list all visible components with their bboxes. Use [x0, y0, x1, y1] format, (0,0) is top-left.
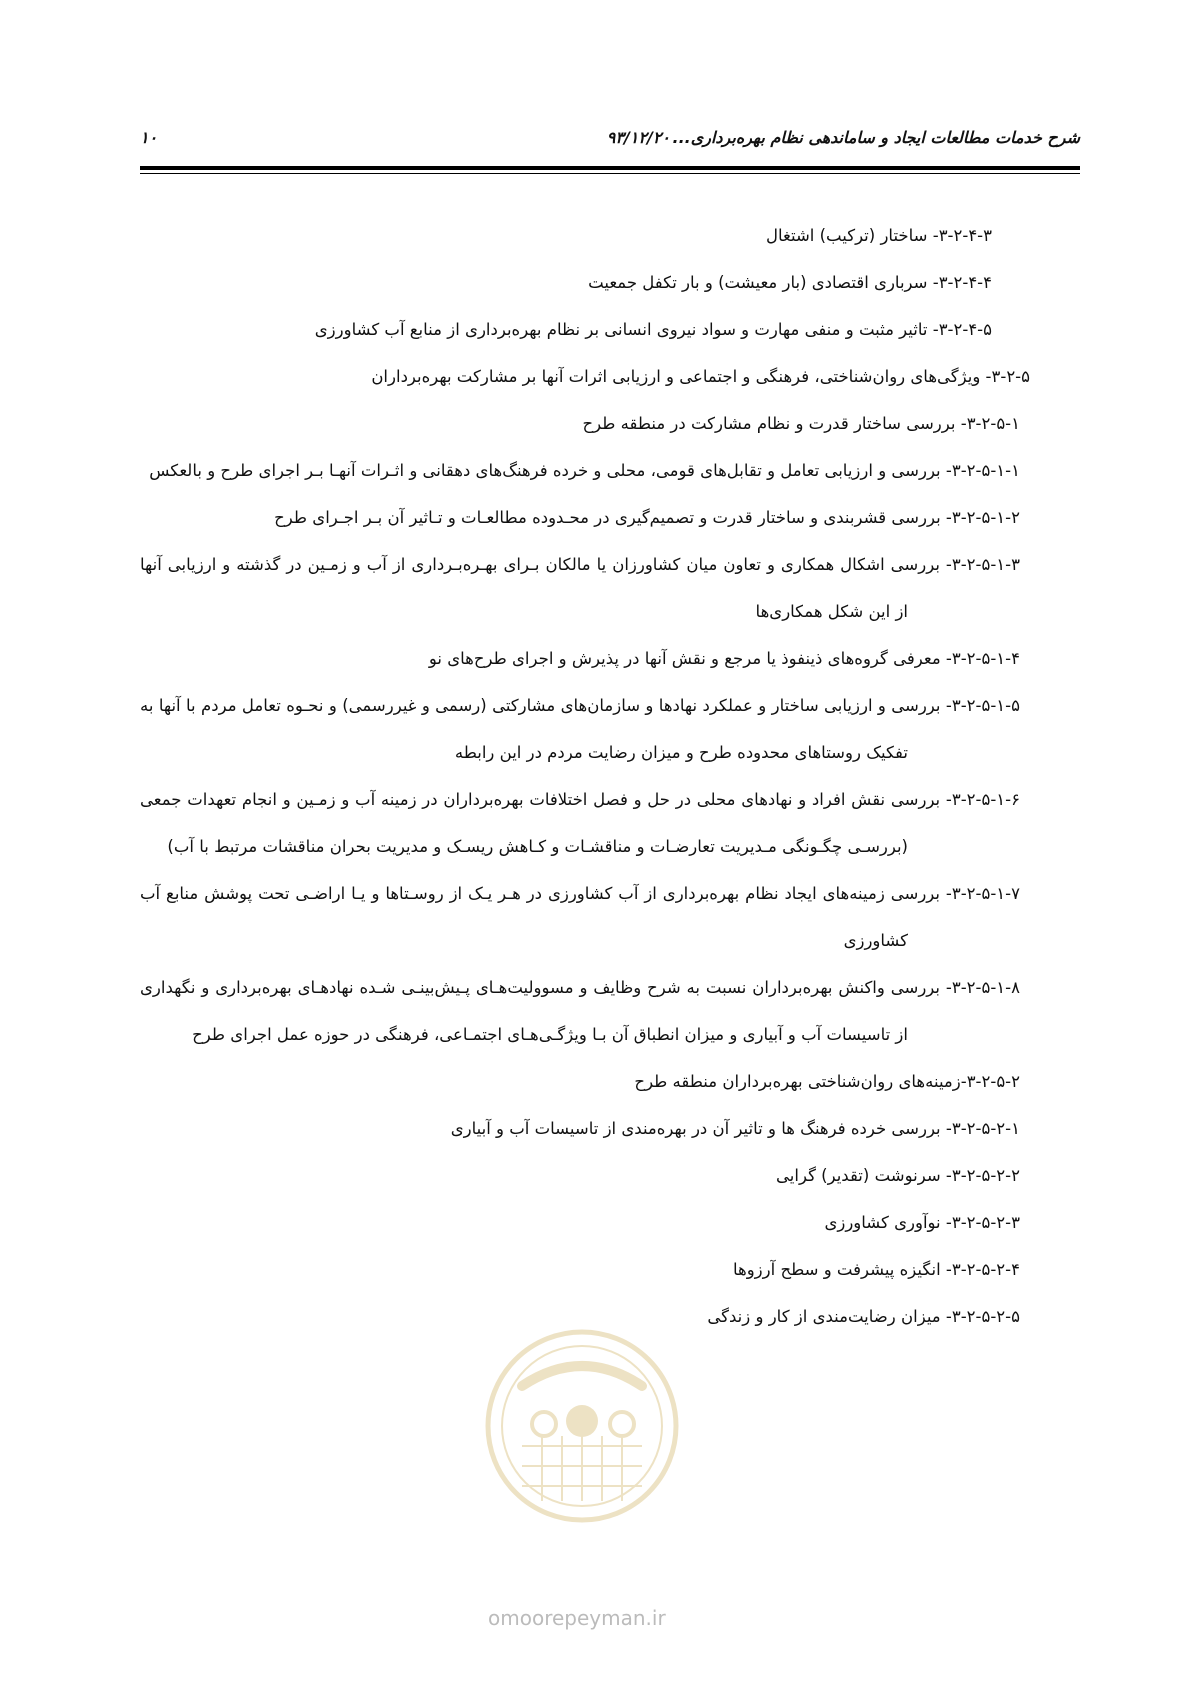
- outline-item: ۳-۲-۴-۴- سرباری اقتصادی (بار معیشت) و بار تکفل جمعیت: [588, 273, 992, 292]
- outline-item: ۳-۲-۵-۱-۶- بررسی نقش افراد و نهادهای محلی در حل و فصل اختلافات بهره‌برداران در زمینه آب و زمـین و انجام تعهدات جمعی (بررسـی چگـونگی مـدیریت تعارضـات و مناقشـات و کـاهش ریسـک و مدیریت بحران مناقشات مرتبط با آب): [140, 790, 1020, 856]
- page-header: [140, 128, 1080, 168]
- seal-watermark: [482, 1326, 682, 1526]
- watermark-url: omoorepeyman.ir: [488, 1606, 666, 1630]
- outline-item: ۳-۲-۵-۱-۵- بررسی و ارزیابی ساختار و عملکرد نهادها و سازمان‌های مشارکتی (رسمی و غیررسمی) و نحـوه تعامل مردم با آنها به تفکیک روستاهای محدوده طرح و میزان رضایت مردم در این رابطه: [140, 696, 1020, 762]
- header-rule-thick: [140, 166, 1080, 170]
- outline-item: ۳-۲-۵-۲-۳- نوآوری کشاورزی: [824, 1213, 1020, 1232]
- outline-item: ۳-۲-۵-۱-۸- بررسی واکنش بهره‌برداران نسبت به شرح وظایف و مسوولیت‌هـای پـیش‌بینـی شـده نهادهـای بهره‌برداری و نگهداری از تاسیسات آب و آبیاری و میزان انطباق آن بـا ویژگـی‌هـای اجتمـاعی، فرهنگی در حوزه عمل اجرای طرح: [140, 978, 1020, 1044]
- outline-item: ۳-۲-۵-۱-۲- بررسی قشربندی و ساختار قدرت و تصمیم‌گیری در محـدوده مطالعـات و تـاثیر آن بـر اجـرای طرح: [274, 508, 1020, 527]
- page-number: ۱۰: [140, 128, 158, 147]
- outline-item: ۳-۲-۵-۲-زمینه‌های روان‌شناختی بهره‌برداران منطقه طرح: [634, 1072, 1020, 1091]
- outline-item: ۳-۲-۵-۲-۲- سرنوشت (تقدیر) گرایی: [776, 1166, 1020, 1185]
- document-title: شرح خدمات مطالعات ایجاد و ساماندهی نظام بهره‌برداری...: [672, 128, 1080, 147]
- document-date: ۹۳/۱۲/۲۰: [606, 128, 670, 147]
- outline-item: ۳-۲-۴-۳- ساختار (ترکیب) اشتغال: [766, 226, 992, 245]
- outline-item: ۳-۲-۵-۲-۱- بررسی خرده فرهنگ ها و تاثیر آن در بهره‌مندی از تاسیسات آب و آبیاری: [450, 1119, 1020, 1138]
- header-rule-thin: [140, 173, 1080, 174]
- outline-item: ۳-۲-۵-۲-۵- میزان رضایت‌مندی از کار و زندگی: [707, 1307, 1020, 1326]
- outline-item: ۳-۲-۵- ویژگی‌های روان‌شناختی، فرهنگی و اجتماعی و ارزیابی اثرات آنها بر مشارکت بهره‌برداران: [371, 367, 1030, 386]
- outline-item: ۳-۲-۵-۲-۴- انگیزه پیشرفت و سطح آرزوها: [732, 1260, 1020, 1279]
- outline-item: ۳-۲-۵-۱-۷- بررسی زمینه‌های ایجاد نظام بهره‌برداری از آب کشاورزی در هـر یـک از روسـتاها و یـا اراضـی تحت پوشش منابع آب کشاورزی: [140, 884, 1020, 950]
- outline-item: ۳-۲-۵-۱-۱- بررسی و ارزیابی تعامل و تقابل‌های قومی، محلی و خرده فرهنگ‌های دهقانی و اثـرات آنهـا بـر اجرای طرح و بالعکس: [149, 461, 1020, 480]
- outline-item: ۳-۲-۵-۱-۳- بررسی اشکال همکاری و تعاون میان کشاورزان یا مالکان بـرای بهـره‌بـرداری از آب و زمـین در گذشته و ارزیابی آنها از این شکل همکاری‌ها: [140, 555, 1020, 621]
- outline-body: [140, 212, 1030, 1340]
- outline-item: ۳-۲-۴-۵- تاثیر مثبت و منفی مهارت و سواد نیروی انسانی بر نظام بهره‌برداری از منابع آب کشاورزی: [314, 320, 992, 339]
- outline-item: ۳-۲-۵-۱-۴- معرفی گروه‌های ذینفوذ یا مرجع و نقش آنها در پذیرش و اجرای طرح‌های نو: [428, 649, 1020, 668]
- outline-item: ۳-۲-۵-۱- بررسی ساختار قدرت و نظام مشارکت در منطقه طرح: [582, 414, 1020, 433]
